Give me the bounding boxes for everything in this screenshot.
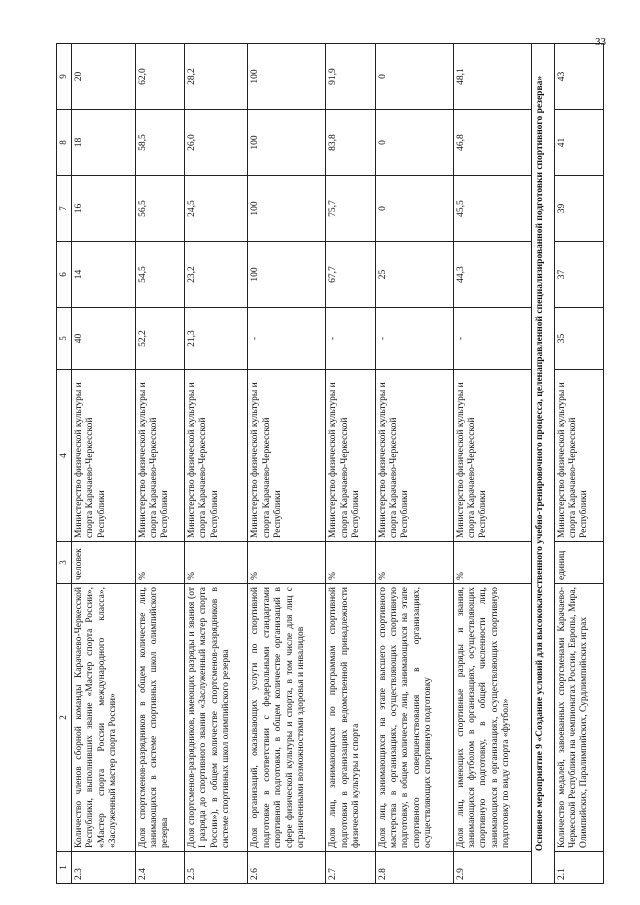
row-value-8: 58,5 [135, 110, 184, 176]
row-value-9: 0 [375, 44, 453, 110]
row-value-8: 26,0 [184, 110, 248, 176]
row-value-5: 40 [72, 308, 136, 370]
row-value-6: 67,7 [326, 242, 375, 308]
row-unit: % [135, 542, 184, 584]
row-organization: Министерство физической культуры и спорта Карачаево-Черкесской Республики [135, 370, 184, 542]
row-value-9: 100 [248, 44, 326, 110]
row-unit: % [375, 542, 453, 584]
row-value-7: 24,5 [184, 176, 248, 242]
row-id: 2.7 [326, 852, 375, 884]
col-header: 4 [57, 370, 72, 542]
col-header: 6 [57, 242, 72, 308]
table-row [554, 44, 603, 884]
row-value-6: 37 [554, 242, 603, 308]
row-value-5: 21,3 [184, 308, 248, 370]
row-organization: Министерство физической культуры и спорта Карачаево-Черкесской Республики [248, 370, 326, 542]
row-value-7: 100 [248, 176, 326, 242]
row-organization: Министерство физической культуры и спорта Карачаево-Черкесской Республики [72, 370, 136, 542]
row-organization: Министерство физической культуры и спорта Карачаево-Черкесской Республики [554, 370, 603, 542]
table-row [453, 44, 531, 884]
row-value-6: 54,5 [135, 242, 184, 308]
row-value-9: 28,2 [184, 44, 248, 110]
row-value-9: 48,1 [453, 44, 531, 110]
row-organization: Министерство физической культуры и спорта Карачаево-Черкесской Республики [326, 370, 375, 542]
row-value-6: 44,3 [453, 242, 531, 308]
row-value-9: 91,9 [326, 44, 375, 110]
row-description: Доля спортсменов-разрядников в общем количестве лиц, занимающихся в системе спортивных школ олимпийского резерва [135, 584, 184, 852]
row-description: Доля спортсменов-разрядников, имеющих разряды и звания (от I разряда до спортивного звания «Заслуженный мастер спорта России»), в общем количестве спортсменов-разрядников в системе спортивных школ олимпийского резерва [184, 584, 248, 852]
indicators-table [56, 43, 604, 884]
table-row [135, 44, 184, 884]
row-unit: % [453, 542, 531, 584]
table-row [72, 44, 136, 884]
col-header: 5 [57, 308, 72, 370]
row-id: 2.9 [453, 852, 531, 884]
row-value-5: 52,2 [135, 308, 184, 370]
table-header-row [57, 44, 72, 884]
row-id: 2.1 [554, 852, 603, 884]
row-organization: Министерство физической культуры и спорта Карачаево-Черкесской Республики [453, 370, 531, 542]
row-id: 2.5 [184, 852, 248, 884]
row-id: 2.4 [135, 852, 184, 884]
row-value-8: 41 [554, 110, 603, 176]
row-description: Доля лиц, имеющих спортивные разряды и звания, занимающихся футболом в организациях, осуществляющих спортивную подготовку, в общей численности лиц, занимающихся в организациях, осуществляющих спортивную подготовку по виду спорта «футбол» [453, 584, 531, 852]
row-description: Доля лиц, занимающихся на этапе высшего спортивного мастерства в организациях, осуществляющих спортивную подготовку, в общем количестве лиц, занимающихся на этапе спортивного совершенствования в организациях, осуществляющих спортивную подготовку [375, 584, 453, 852]
row-value-7: 56,5 [135, 176, 184, 242]
row-value-7: 0 [375, 176, 453, 242]
row-unit: % [184, 542, 248, 584]
row-value-8: 46,8 [453, 110, 531, 176]
row-value-5: - [453, 308, 531, 370]
table-row [375, 44, 453, 884]
col-header: 3 [57, 542, 72, 584]
row-value-5: - [375, 308, 453, 370]
row-value-5: 35 [554, 308, 603, 370]
table-row [248, 44, 326, 884]
row-unit: человек [72, 542, 136, 584]
row-value-9: 43 [554, 44, 603, 110]
table-row [326, 44, 375, 884]
table-row [184, 44, 248, 884]
row-description: Доля лиц, занимающихся по программам спортивной подготовки в организациях ведомственной принадлежности физической культуры и спорта [326, 584, 375, 852]
row-value-7: 39 [554, 176, 603, 242]
row-value-6: 23,2 [184, 242, 248, 308]
row-unit: единиц [554, 542, 603, 584]
row-description: Количество членов сборной команды Карачаево-Черкесской Республики, выполнивших звание «Мастер спорта России», «Мастер спорта России международного класса», «Заслуженный мастер спорта России» [72, 584, 136, 852]
row-id: 2.8 [375, 852, 453, 884]
row-id: 2.6 [248, 852, 326, 884]
row-value-8: 0 [375, 110, 453, 176]
row-unit: % [248, 542, 326, 584]
row-value-7: 75,7 [326, 176, 375, 242]
col-header: 7 [57, 176, 72, 242]
row-value-9: 20 [72, 44, 136, 110]
row-value-7: 45,5 [453, 176, 531, 242]
row-id: 2.3 [72, 852, 136, 884]
row-value-6: 100 [248, 242, 326, 308]
row-organization: Министерство физической культуры и спорта Карачаево-Черкесской Республики [375, 370, 453, 542]
row-value-8: 18 [72, 110, 136, 176]
row-description: Доля организаций, оказывающих услуги по спортивной подготовке в соответствии с федеральными стандартами спортивной подготовки, в общем количестве организаций в сфере физической культуры и спорта, в том числе для лиц с ограниченными возможностями здоровья и инвалидов [248, 584, 326, 852]
section-title: Основное мероприятие 9 «Создание условий для высококачественного учебно-тренировочного процесса, целенаправленной специализированной подготовки спортивного резерва» [531, 44, 554, 884]
page-number: 33 [595, 36, 606, 48]
row-value-8: 83,8 [326, 110, 375, 176]
row-value-9: 62,0 [135, 44, 184, 110]
row-value-6: 14 [72, 242, 136, 308]
row-value-5: - [248, 308, 326, 370]
row-value-6: 25 [375, 242, 453, 308]
row-value-7: 16 [72, 176, 136, 242]
col-header: 9 [57, 44, 72, 110]
row-unit: % [326, 542, 375, 584]
row-description: Количество медалей, завоеванных спортсменами Карачаево-Черкесской Республики на чемпионатах России, Европы, Мира, Олимпийских, Паралимпийских, Сурдлимпийских играх [554, 584, 603, 852]
section-row [531, 44, 554, 884]
col-header: 2 [57, 584, 72, 852]
row-value-8: 100 [248, 110, 326, 176]
row-organization: Министерство физической культуры и спорта Карачаево-Черкесской Республики [184, 370, 248, 542]
indicators-table-rotated [56, 44, 604, 884]
row-value-5: - [326, 308, 375, 370]
col-header: 1 [57, 852, 72, 884]
col-header: 8 [57, 110, 72, 176]
